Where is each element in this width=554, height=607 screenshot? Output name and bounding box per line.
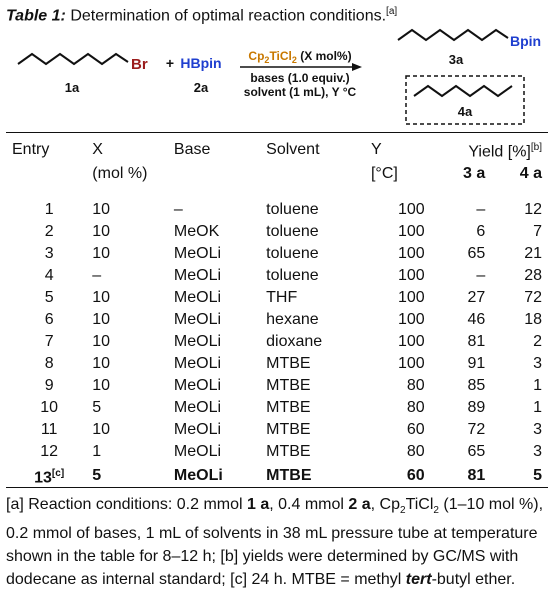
cell-base: MeOLi bbox=[173, 377, 222, 395]
cell-entry: 4 bbox=[44, 267, 54, 285]
cell-x: 10 bbox=[92, 333, 111, 351]
cell-base: MeOLi bbox=[173, 399, 222, 417]
table-row bbox=[6, 353, 548, 375]
cell-yield-3a: 65 bbox=[467, 443, 486, 461]
table-caption-label: Table 1: bbox=[6, 7, 66, 25]
conditions-table bbox=[6, 133, 548, 490]
cell-solvent: MTBE bbox=[266, 421, 311, 439]
cell-y: 60 bbox=[406, 421, 425, 439]
cell-x: – bbox=[92, 267, 102, 285]
cell-entry: 11 bbox=[40, 421, 58, 439]
cell-solvent: MTBE bbox=[266, 399, 311, 417]
reactant-bromine: Br bbox=[131, 56, 148, 73]
header-yield-footnote-mark: [b] bbox=[530, 142, 542, 153]
cell-base: MeOLi bbox=[173, 311, 222, 329]
cell-y: 60 bbox=[406, 467, 425, 485]
cell-yield-4a: 18 bbox=[524, 311, 542, 329]
cell-yield-3a: 91 bbox=[467, 355, 486, 373]
cell-x: 10 bbox=[92, 201, 111, 219]
cell-entry: 1 bbox=[44, 201, 54, 219]
cell-yield-4a: 1 bbox=[533, 399, 542, 417]
cell-x: 10 bbox=[92, 421, 111, 439]
cell-entry: 5 bbox=[44, 289, 54, 307]
cell-base: MeOLi bbox=[173, 355, 222, 373]
cell-x: 1 bbox=[92, 443, 102, 461]
cell-y: 100 bbox=[397, 223, 425, 241]
table-row bbox=[6, 463, 548, 489]
cell-base: MeOLi bbox=[173, 245, 222, 263]
cell-solvent: MTBE bbox=[266, 467, 312, 485]
cell-base: MeOLi bbox=[173, 267, 222, 285]
header-3a: 3 a bbox=[463, 165, 486, 183]
cell-solvent: toluene bbox=[266, 201, 319, 219]
cell-solvent: MTBE bbox=[266, 355, 311, 373]
product-label: 3a bbox=[448, 52, 464, 67]
header-yield bbox=[429, 133, 548, 163]
cell-y: 100 bbox=[397, 311, 425, 329]
cell-entry: 9 bbox=[44, 377, 54, 395]
table-header-row bbox=[6, 133, 548, 163]
header-entry: Entry bbox=[12, 141, 50, 159]
reaction-arrow-head bbox=[352, 63, 362, 71]
cell-entry: 10 bbox=[40, 399, 59, 417]
header-y: Y bbox=[370, 141, 382, 159]
cell-yield-3a: – bbox=[476, 201, 486, 219]
cell-x: 10 bbox=[92, 311, 111, 329]
table-row bbox=[6, 419, 548, 441]
cell-yield-3a: 89 bbox=[467, 399, 486, 417]
cell-base: – bbox=[173, 201, 183, 219]
cell-yield-3a: 72 bbox=[467, 421, 486, 439]
cell-x: 10 bbox=[92, 245, 111, 263]
cell-yield-3a: 6 bbox=[476, 223, 486, 241]
reaction-scheme bbox=[0, 24, 554, 130]
reactant-label: 1a bbox=[64, 80, 80, 95]
cell-yield-3a: 27 bbox=[467, 289, 486, 307]
reactant-chain bbox=[18, 54, 128, 64]
table-row bbox=[6, 265, 548, 287]
cell-yield-4a: 3 bbox=[533, 421, 542, 439]
cell-base: MeOLi bbox=[173, 443, 222, 461]
cell-base: MeOLi bbox=[173, 289, 222, 307]
cell-solvent: toluene bbox=[266, 223, 319, 241]
table-row bbox=[6, 331, 548, 353]
byproduct-chain bbox=[414, 86, 512, 96]
cell-base: MeOLi bbox=[173, 467, 223, 485]
table-row bbox=[6, 191, 548, 221]
product-chain bbox=[398, 30, 508, 40]
reagent-label: 2a bbox=[193, 80, 209, 95]
cell-entry: 6 bbox=[44, 311, 54, 329]
product-bpin: Bpin bbox=[510, 33, 542, 49]
header-4a: 4 a bbox=[519, 165, 542, 183]
table-row bbox=[6, 309, 548, 331]
cell-solvent: MTBE bbox=[266, 377, 311, 395]
cell-x: 10 bbox=[92, 377, 111, 395]
table-subheader-row bbox=[6, 163, 548, 191]
cell-yield-4a: 5 bbox=[533, 467, 542, 485]
table-footnotes: [a] Reaction conditions: 0.2 mmol 1 a, 0.4 mmol 2 a, $Cp_2TiCl_2$ (1–10 mol %), 0.2 mmol of bases, 1 mL of solvents in 38 mL pressure tube at temperature shown in the table for 8–12 h; [b] yields were determined by GC/MS with dodecane as internal standard; [c] 24 h. MTBE = methyl tert-butyl ether. bbox=[6, 496, 544, 589]
table-caption bbox=[6, 6, 397, 25]
table-row bbox=[6, 287, 548, 309]
cell-entry: 2 bbox=[44, 223, 54, 241]
solvent-condition: solvent (1 mL), Y °C bbox=[243, 85, 357, 99]
cell-x: 10 bbox=[92, 355, 111, 373]
header-solvent: Solvent bbox=[266, 141, 320, 159]
cell-y: 80 bbox=[406, 377, 425, 395]
table-row bbox=[6, 441, 548, 463]
cell-yield-4a: 12 bbox=[524, 201, 542, 219]
reagent-hbpin: HBpin bbox=[180, 55, 222, 71]
cell-yield-4a: 3 bbox=[533, 443, 542, 461]
cell-solvent: dioxane bbox=[266, 333, 323, 351]
cell-y: 80 bbox=[406, 443, 425, 461]
cell-y: 100 bbox=[397, 245, 425, 263]
header-x-unit: (mol %) bbox=[92, 165, 148, 183]
cell-entry: 7 bbox=[44, 333, 54, 351]
table-bottom-rule bbox=[6, 487, 548, 488]
cell-solvent: toluene bbox=[266, 245, 319, 263]
cell-yield-4a: 7 bbox=[533, 223, 542, 241]
cell-solvent: THF bbox=[266, 289, 298, 307]
cell-y: 100 bbox=[397, 267, 425, 285]
cell-yield-3a: 85 bbox=[467, 377, 486, 395]
cell-yield-4a: 21 bbox=[524, 245, 542, 263]
cell-x: 5 bbox=[92, 467, 102, 485]
byproduct-label: 4a bbox=[457, 104, 473, 119]
table-row bbox=[6, 397, 548, 419]
footnote-a-mark: [a] bbox=[6, 496, 24, 513]
header-yield-text: Yield [%] bbox=[468, 143, 531, 161]
cell-yield-3a: 65 bbox=[467, 245, 486, 263]
cell-y: 100 bbox=[397, 289, 425, 307]
cell-yield-3a: 81 bbox=[467, 333, 486, 351]
cell-entry: 8 bbox=[44, 355, 54, 373]
cell-y: 100 bbox=[397, 333, 425, 351]
cell-yield-4a: 1 bbox=[533, 377, 542, 395]
footnote-c-mark: [c] bbox=[230, 571, 248, 589]
cell-solvent: MTBE bbox=[266, 443, 311, 461]
cell-entry: 12 bbox=[40, 443, 59, 461]
footnote-b-mark: [b] bbox=[220, 548, 239, 566]
cell-solvent: hexane bbox=[266, 311, 319, 329]
cell-yield-3a: 46 bbox=[467, 311, 486, 329]
catalyst-condition: $Cp_2TiCl_2$ (X mol%) bbox=[248, 49, 352, 65]
cell-base: MeOLi bbox=[173, 421, 222, 439]
cell-base: MeOK bbox=[173, 223, 220, 241]
cell-base: MeOLi bbox=[173, 333, 222, 351]
entry-footnote-mark: [c] bbox=[51, 468, 65, 480]
cell-yield-4a: 3 bbox=[533, 355, 542, 373]
cell-entry: 13[c] bbox=[34, 468, 65, 487]
table-row bbox=[6, 221, 548, 243]
cell-yield-4a: 72 bbox=[524, 289, 542, 307]
base-condition: bases (1.0 equiv.) bbox=[250, 71, 350, 85]
cell-yield-4a: 28 bbox=[524, 267, 542, 285]
cell-yield-3a: – bbox=[476, 267, 486, 285]
header-y-unit: [°C] bbox=[370, 165, 398, 183]
cell-yield-4a: 2 bbox=[533, 333, 542, 351]
plus-sign: + bbox=[165, 55, 175, 71]
cell-y: 100 bbox=[397, 355, 425, 373]
header-base: Base bbox=[173, 141, 211, 159]
cell-entry: 3 bbox=[44, 245, 54, 263]
table-row bbox=[6, 375, 548, 397]
cell-solvent: toluene bbox=[266, 267, 319, 285]
table-caption-text: Determination of optimal reaction conditions. bbox=[70, 7, 387, 25]
cell-x: 5 bbox=[92, 399, 102, 417]
cell-x: 10 bbox=[92, 223, 111, 241]
cell-y: 100 bbox=[397, 201, 425, 219]
cell-yield-3a: 81 bbox=[467, 467, 486, 485]
cell-y: 80 bbox=[406, 399, 425, 417]
table-caption-footnote-mark: [a] bbox=[386, 6, 398, 17]
table-row bbox=[6, 243, 548, 265]
header-x: X bbox=[92, 141, 103, 159]
cell-x: 10 bbox=[92, 289, 111, 307]
